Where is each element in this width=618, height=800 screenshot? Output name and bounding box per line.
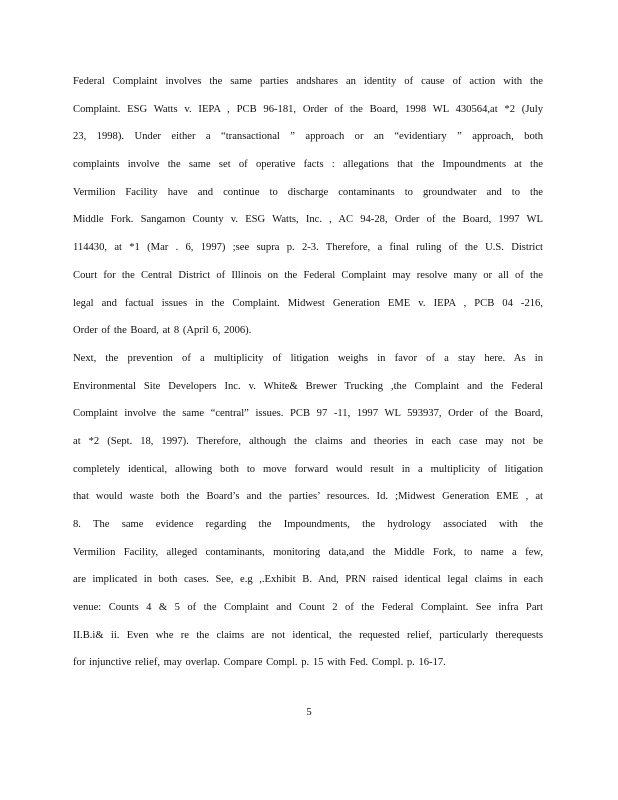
text-line: that would waste both the Board’s and the parties’ resources. Id. ;Midwest Generation EME , at <box>73 491 543 503</box>
text-line: 23, 1998). Under either a “transactional ” approach or an “evidentiary ” approach, both <box>73 131 543 143</box>
text-line: Complaint involve the same “central” issues. PCB 97 -11, 1997 WL 593937, Order of the Board, <box>73 408 543 420</box>
text-line: complaints involve the same set of operative facts : allegations that the Impoundments at the <box>73 159 543 171</box>
text-line: Next, the prevention of a multiplicity of litigation weighs in favor of a stay here. As in <box>73 352 543 364</box>
text-line: for injunctive relief, may overlap. Compare Compl. p. 15 with Fed. Compl. p. 16-17. <box>73 657 446 669</box>
text-line: Complaint. ESG Watts v. IEPA , PCB 96-181, Order of the Board, 1998 WL 430564,at *2 (July <box>73 103 543 115</box>
page-number: 5 <box>306 707 312 718</box>
text-line: II.B.i& ii. Even whe re the claims are not identical, the requested relief, particularly therequests <box>73 629 543 641</box>
text-line: at *2 (Sept. 18, 1997). Therefore, although the claims and theories in each case may not be <box>73 435 543 447</box>
text-line: Vermilion Facility have and continue to discharge contaminants to groundwater and to the <box>73 186 543 198</box>
text-line: Court for the Central District of Illinois on the Federal Complaint may resolve many or all of the <box>73 269 543 281</box>
text-line: Federal Complaint involves the same parties andshares an identity of cause of action with the <box>73 76 543 87</box>
body-text <box>73 68 543 677</box>
text-line: Order of the Board, at 8 (April 6, 2006). <box>73 325 252 337</box>
text-line: Vermilion Facility, alleged contaminants, monitoring data,and the Middle Fork, to name a few, <box>73 546 543 558</box>
text-line: venue: Counts 4 & 5 of the Complaint and Count 2 of the Federal Complaint. See infra Part <box>73 602 543 614</box>
text-line: 8. The same evidence regarding the Impoundments, the hydrology associated with the <box>73 519 543 530</box>
text-line: are implicated in both cases. See, e.g ,.Exhibit B. And, PRN raised identical legal claims in each <box>73 574 543 586</box>
text-line: Middle Fork. Sangamon County v. ESG Watts, Inc. , AC 94-28, Order of the Board, 1997 WL <box>73 214 543 226</box>
text-line: Environmental Site Developers Inc. v. White& Brewer Trucking ,the Complaint and the Federal <box>73 380 543 392</box>
text-line: completely identical, allowing both to move forward would result in a multiplicity of litigation <box>73 463 543 475</box>
text-line: 114430, at *1 (Mar . 6, 1997) ;see supra p. 2-3. Therefore, a final ruling of the U.S. District <box>73 242 543 254</box>
text-line: legal and factual issues in the Complaint. Midwest Generation EME v. IEPA , PCB 04 -216, <box>73 297 543 309</box>
